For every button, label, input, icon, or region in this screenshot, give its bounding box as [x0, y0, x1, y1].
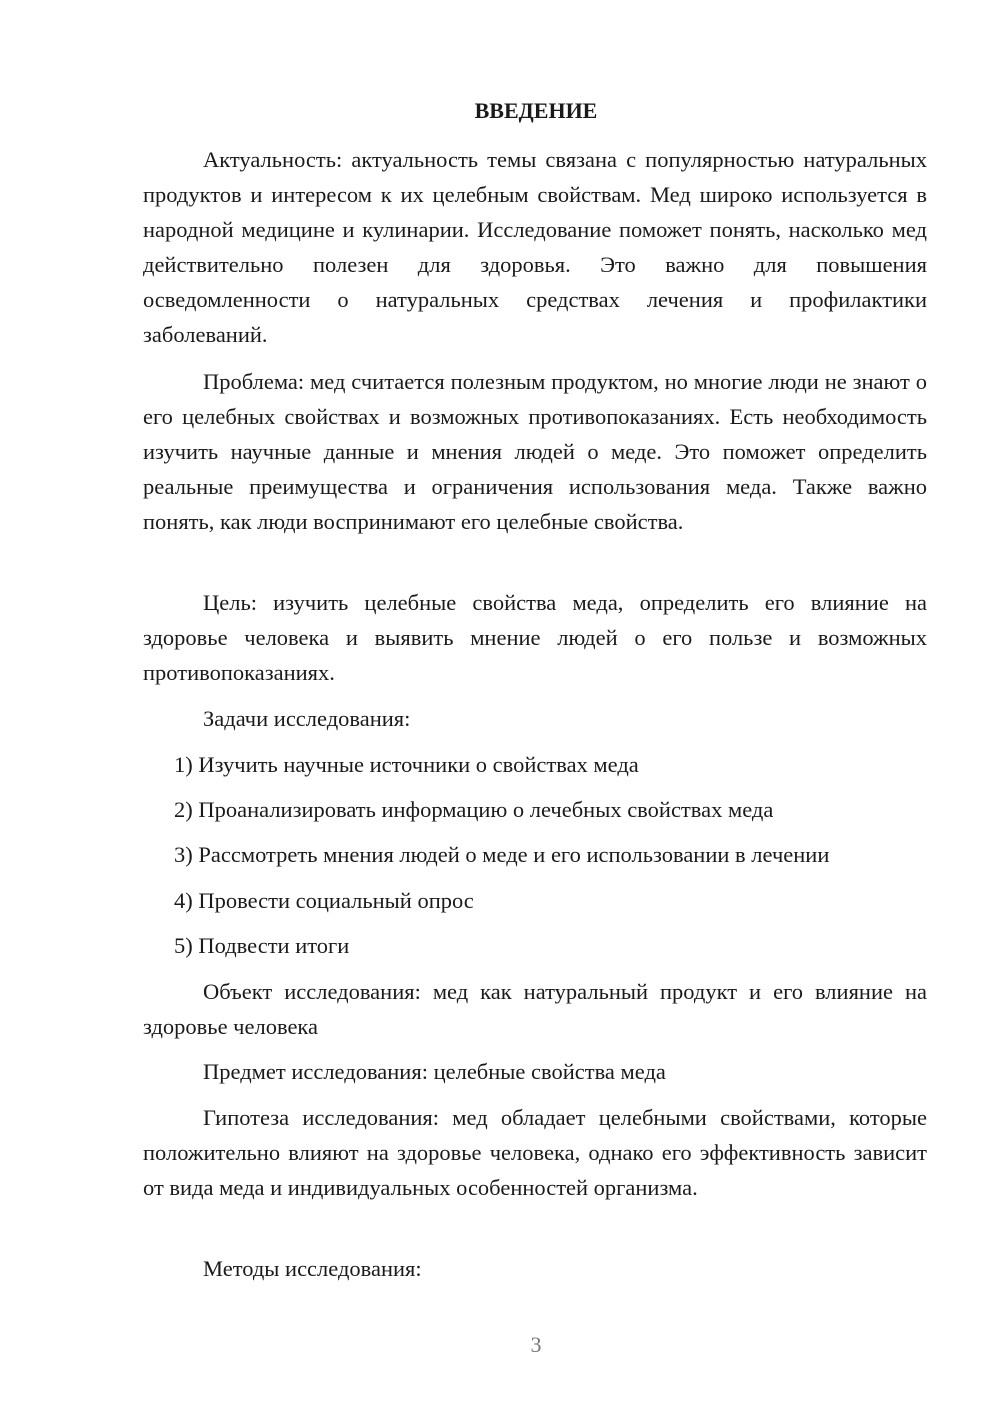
paragraph-problem: Проблема: мед считается полезным продуктом, но многие люди не знают о его целебных свойствах и возможных противопоказаниях. Есть необходимость изучить научные данные и мнения людей о меде. Это поможет определить реальные преимущества и ограничения использования меда. Также важно понять, как люди воспринимают его целебные свойства.: [143, 369, 927, 534]
task-item: 2) Проанализировать информацию о лечебных свойствах меда: [174, 797, 774, 822]
page-number: 3: [530, 1332, 542, 1357]
paragraph-hypothesis: Гипотеза исследования: мед обладает целебными свойствами, которые положительно влияют на здоровье человека, однако его эффективность зависит от вида меда и индивидуальных особенностей организма.: [143, 1105, 927, 1200]
paragraph-object: Объект исследования: мед как натуральный продукт и его влияние на здоровье человека: [143, 979, 927, 1039]
task-item: 4) Провести социальный опрос: [174, 888, 474, 913]
task-item: 5) Подвести итоги: [174, 933, 350, 958]
task-item: 1) Изучить научные источники о свойствах меда: [174, 752, 639, 777]
section-heading: ВВЕДЕНИЕ: [474, 98, 598, 123]
paragraph-subject: Предмет исследования: целебные свойства меда: [203, 1059, 666, 1084]
tasks-title: Задачи исследования:: [203, 706, 411, 731]
methods-title: Методы исследования:: [203, 1256, 422, 1281]
task-item: 3) Рассмотреть мнения людей о меде и его использовании в лечении: [174, 842, 830, 867]
paragraph-relevance: Актуальность: актуальность темы связана с популярностью натуральных продуктов и интересом к их целебным свойствам. Мед широко используется в народной медицине и кулинарии. Исследование поможет понять, насколько мед действительно полезен для здоровья. Это важно для повышения осведомленности о натуральных средствах лечения и профилактики заболеваний.: [143, 147, 927, 347]
paragraph-goal: Цель: изучить целебные свойства меда, определить его влияние на здоровье человека и выявить мнение людей о его пользе и возможных противопоказаниях.: [143, 590, 927, 685]
